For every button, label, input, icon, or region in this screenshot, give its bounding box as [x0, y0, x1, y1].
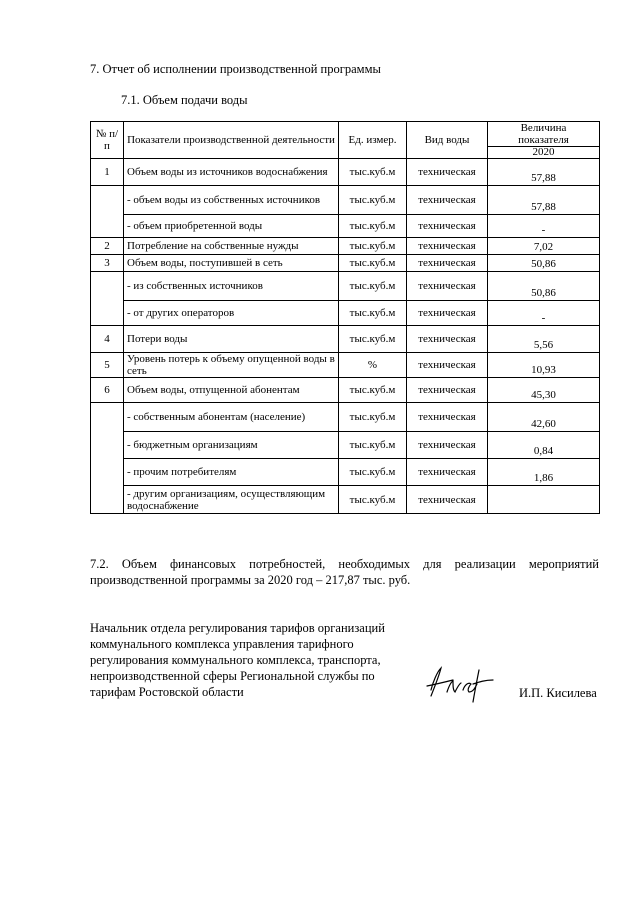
header-year: 2020 [488, 147, 600, 159]
row-unit: тыс.куб.м [339, 255, 407, 272]
row-kind: техническая [407, 215, 488, 238]
row-number [91, 186, 124, 238]
row-indicator: - объем воды из собственных источников [124, 186, 339, 215]
row-unit: тыс.куб.м [339, 215, 407, 238]
section-heading: 7. Отчет об исполнении производственной программы [90, 62, 381, 76]
table-row [91, 432, 600, 459]
row-indicator: Уровень потерь к объему опущенной воды в сеть [124, 353, 339, 378]
table-row [91, 186, 600, 215]
row-kind: техническая [407, 301, 488, 326]
row-unit: тыс.куб.м [339, 459, 407, 486]
row-value: - [488, 301, 600, 326]
row-kind: техническая [407, 432, 488, 459]
row-indicator: - собственным абонентам (население) [124, 403, 339, 432]
row-value [488, 486, 600, 514]
row-indicator: - объем приобретенной воды [124, 215, 339, 238]
row-value: 5,56 [488, 326, 600, 353]
row-kind: техническая [407, 486, 488, 514]
row-indicator: Объем воды из источников водоснабжения [124, 159, 339, 186]
row-value: 50,86 [488, 272, 600, 301]
row-value: 1,86 [488, 459, 600, 486]
handwritten-signature-icon [423, 662, 503, 704]
table-row [91, 486, 600, 514]
row-value: 7,02 [488, 238, 600, 255]
signatory-name: И.П. Кисилева [519, 686, 597, 700]
row-number [91, 272, 124, 326]
row-indicator: Потребление на собственные нужды [124, 238, 339, 255]
table-row [91, 272, 600, 301]
row-unit: тыс.куб.м [339, 159, 407, 186]
subsection-heading: 7.1. Объем подачи воды [121, 93, 248, 107]
header-num: № п/п [91, 122, 124, 159]
row-kind: техническая [407, 255, 488, 272]
table-row [91, 215, 600, 238]
row-indicator: - бюджетным организациям [124, 432, 339, 459]
row-value: 0,84 [488, 432, 600, 459]
row-unit: тыс.куб.м [339, 326, 407, 353]
table-row [91, 353, 600, 378]
table-row [91, 301, 600, 326]
row-indicator: Потери воды [124, 326, 339, 353]
row-value: 57,88 [488, 159, 600, 186]
water-supply-table [90, 121, 600, 514]
row-value: 10,93 [488, 353, 600, 378]
row-unit: тыс.куб.м [339, 403, 407, 432]
table-row [91, 255, 600, 272]
header-kind: Вид воды [407, 122, 488, 159]
row-value: 57,88 [488, 186, 600, 215]
header-unit: Ед. измер. [339, 122, 407, 159]
table-row [91, 378, 600, 403]
table-row [91, 459, 600, 486]
row-kind: техническая [407, 159, 488, 186]
row-number: 4 [91, 326, 124, 353]
row-number [91, 403, 124, 514]
row-value: 50,86 [488, 255, 600, 272]
row-kind: техническая [407, 326, 488, 353]
financial-needs-paragraph: 7.2. Объем финансовых потребностей, необходимых для реализации мероприятий производственной программы за 2020 год – 217,87 тыс. руб. [90, 557, 599, 587]
row-kind: техническая [407, 403, 488, 432]
row-unit: тыс.куб.м [339, 378, 407, 403]
row-unit: тыс.куб.м [339, 432, 407, 459]
table-row [91, 403, 600, 432]
row-value: 42,60 [488, 403, 600, 432]
row-unit: тыс.куб.м [339, 272, 407, 301]
row-kind: техническая [407, 378, 488, 403]
row-number: 3 [91, 255, 124, 272]
row-value: - [488, 215, 600, 238]
row-indicator: Объем воды, поступившей в сеть [124, 255, 339, 272]
row-kind: техническая [407, 186, 488, 215]
row-indicator: - другим организациям, осуществляющим водоснабжение [124, 486, 339, 514]
table-row [91, 326, 600, 353]
row-indicator: Объем воды, отпущенной абонентам [124, 378, 339, 403]
row-kind: техническая [407, 238, 488, 255]
row-indicator: - прочим потребителям [124, 459, 339, 486]
signatory-position: Начальник отдела регулирования тарифов организаций коммунального комплекса управления тарифного регулирования коммунального комплекса, транспорта, непроизводственной сферы Региональной службы по тарифам Ростовской области [90, 621, 385, 699]
row-kind: техническая [407, 272, 488, 301]
row-kind: техническая [407, 353, 488, 378]
row-indicator: - из собственных источников [124, 272, 339, 301]
row-kind: техническая [407, 459, 488, 486]
row-unit: тыс.куб.м [339, 238, 407, 255]
header-indicator: Показатели производственной деятельности [124, 122, 339, 159]
header-value: Величина показателя [488, 122, 600, 147]
row-number: 2 [91, 238, 124, 255]
row-unit: % [339, 353, 407, 378]
row-number: 1 [91, 159, 124, 186]
row-indicator: - от других операторов [124, 301, 339, 326]
row-value: 45,30 [488, 378, 600, 403]
row-unit: тыс.куб.м [339, 186, 407, 215]
row-unit: тыс.куб.м [339, 301, 407, 326]
row-number: 6 [91, 378, 124, 403]
row-unit: тыс.куб.м [339, 486, 407, 514]
row-number: 5 [91, 353, 124, 378]
table-row [91, 238, 600, 255]
table-row [91, 159, 600, 186]
